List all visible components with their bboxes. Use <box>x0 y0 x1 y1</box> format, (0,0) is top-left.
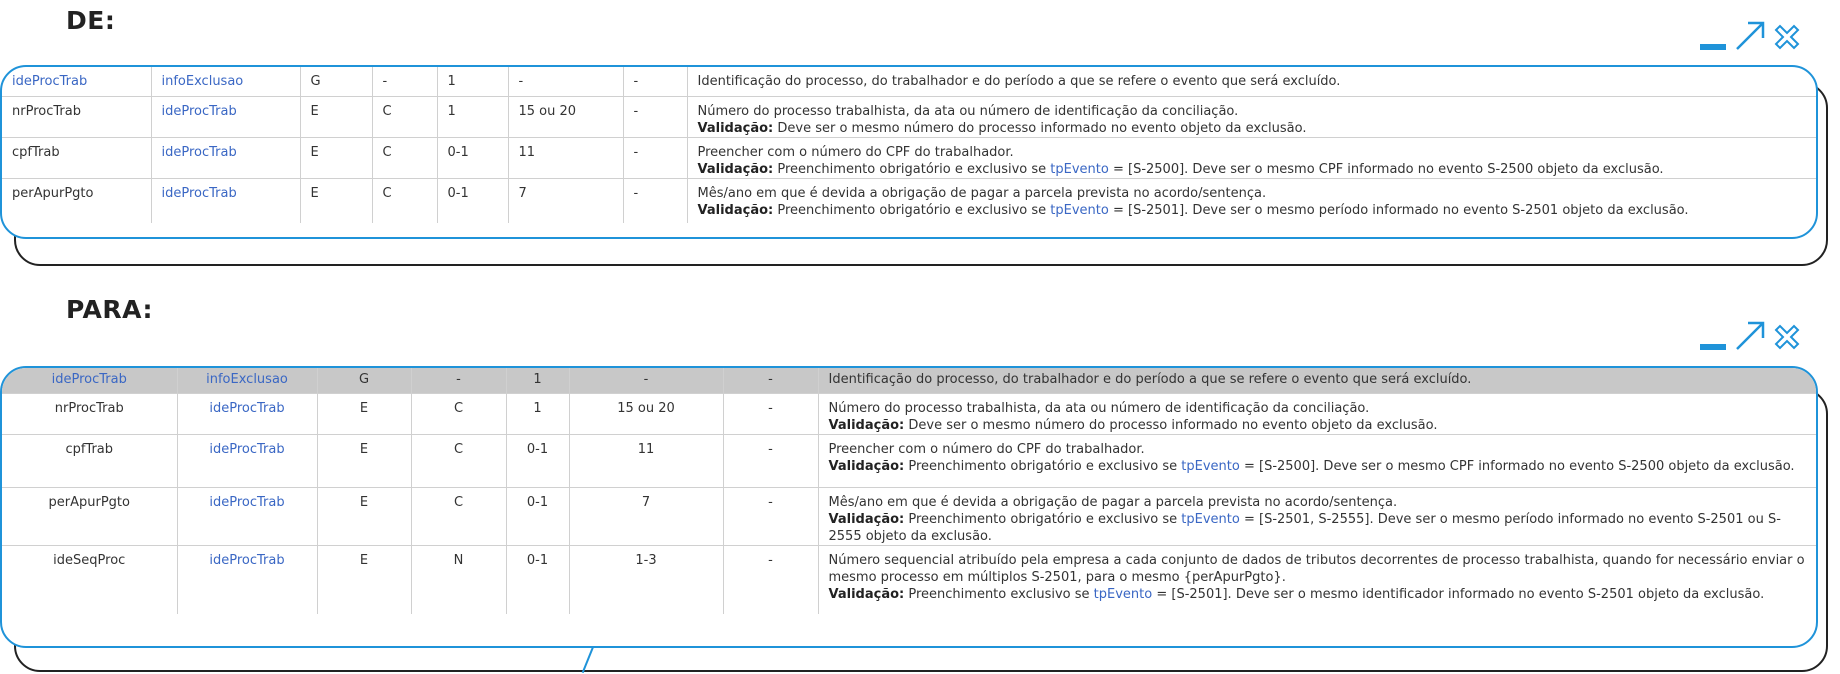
field-name: perApurPgto <box>2 488 177 546</box>
description-text: Preencher com o número do CPF do trabalhador. <box>697 145 1014 160</box>
data-type: - <box>411 368 506 394</box>
tpevento-link[interactable]: tpEvento <box>1050 203 1109 218</box>
decimals: - <box>623 179 687 224</box>
parent-field: ideProcTrab <box>151 179 300 224</box>
description-text: Mês/ano em que é devida a obrigação de pagar a parcela prevista no acordo/sentença. <box>697 186 1267 201</box>
size: 11 <box>569 435 723 488</box>
element-type: E <box>317 394 411 435</box>
description <box>818 394 1816 435</box>
field-name: cpfTrab <box>2 435 177 488</box>
minimize-icon[interactable] <box>1700 20 1728 56</box>
element-type: E <box>300 97 372 138</box>
description-text: Número sequencial atribuído pela empresa a cada conjunto de dados de tributos decorrentes de processo trabalhista, quando for necessário enviar o mesmo processo em múltiplos S-2501, para o mesmo {perApurPgto}. <box>828 553 1805 585</box>
validation-text: Deve ser o mesmo número do processo informado no evento objeto da exclusão. <box>908 418 1438 433</box>
close-icon[interactable] <box>1772 322 1802 356</box>
occurrence: 1 <box>506 368 569 394</box>
table-row <box>2 488 1816 546</box>
description <box>687 67 1816 97</box>
validation-text: Preenchimento obrigatório e exclusivo se <box>908 512 1178 527</box>
validation-text: Preenchimento exclusivo se <box>908 587 1090 602</box>
validation-label: Validação: <box>828 418 905 433</box>
decimals: - <box>623 67 687 97</box>
validation-text-rest: = [S-2501]. Deve ser o mesmo identificador informado no evento S-2501 objeto da exclusão. <box>1156 587 1765 602</box>
field-name: ideSeqProc <box>2 546 177 615</box>
occurrence: 0-1 <box>506 546 569 615</box>
description-text: Mês/ano em que é devida a obrigação de pagar a parcela prevista no acordo/sentença. <box>828 495 1398 510</box>
validation-text-rest: = [S-2501]. Deve ser o mesmo período informado no evento S-2501 objeto da exclusão. <box>1112 203 1689 218</box>
data-type: C <box>372 179 437 224</box>
table-row <box>2 67 1816 97</box>
parent-field: ideProcTrab <box>177 394 317 435</box>
validation-label: Validação: <box>828 512 905 527</box>
de-title: DE: <box>66 6 116 35</box>
decimals: - <box>723 368 818 394</box>
field-name: perApurPgto <box>2 179 151 224</box>
size: 15 ou 20 <box>508 97 623 138</box>
occurrence: 1 <box>506 394 569 435</box>
element-type: G <box>300 67 372 97</box>
tpevento-link[interactable]: tpEvento <box>1093 587 1153 602</box>
occurrence: 1 <box>437 67 508 97</box>
occurrence: 1 <box>437 97 508 138</box>
tpevento-link[interactable]: tpEvento <box>1181 459 1240 474</box>
description <box>687 179 1816 224</box>
data-type: N <box>411 546 506 615</box>
description <box>818 368 1816 394</box>
element-type: E <box>317 546 411 615</box>
size: 7 <box>508 179 623 224</box>
validation-label: Validação: <box>697 162 774 177</box>
description-text: Preencher com o número do CPF do trabalhador. <box>828 442 1145 457</box>
validation-label: Validação: <box>828 587 905 602</box>
description <box>687 97 1816 138</box>
de-table-frame <box>0 65 1818 239</box>
occurrence: 0-1 <box>506 435 569 488</box>
expand-arrow-icon[interactable] <box>1734 320 1766 356</box>
validation-label: Validação: <box>697 203 774 218</box>
description <box>687 138 1816 179</box>
data-type: C <box>411 435 506 488</box>
element-type: E <box>300 138 372 179</box>
element-type: G <box>317 368 411 394</box>
table-row <box>2 435 1816 488</box>
field-name: nrProcTrab <box>2 394 177 435</box>
data-type: C <box>372 138 437 179</box>
para-table <box>2 368 1816 614</box>
size: 1-3 <box>569 546 723 615</box>
parent-field: infoExclusao <box>151 67 300 97</box>
tpevento-link[interactable]: tpEvento <box>1050 162 1109 177</box>
validation-label: Validação: <box>828 459 905 474</box>
para-window-controls <box>1700 320 1802 356</box>
occurrence: 0-1 <box>437 138 508 179</box>
size: 15 ou 20 <box>569 394 723 435</box>
description <box>818 488 1816 546</box>
size: - <box>508 67 623 97</box>
validation-text: Preenchimento obrigatório e exclusivo se <box>908 459 1178 474</box>
validation-label: Validação: <box>697 121 774 136</box>
close-icon[interactable] <box>1772 22 1802 56</box>
decimals: - <box>723 546 818 615</box>
decimals: - <box>723 488 818 546</box>
table-row <box>2 138 1816 179</box>
element-type: E <box>300 179 372 224</box>
description-text: Número do processo trabalhista, da ata ou número de identificação da conciliação. <box>697 104 1239 119</box>
description-text: Identificação do processo, do trabalhador e do período a que se refere o evento que será excluído. <box>828 372 1472 387</box>
validation-text: Preenchimento obrigatório e exclusivo se <box>777 162 1047 177</box>
decimals: - <box>723 435 818 488</box>
data-type: C <box>411 394 506 435</box>
field-name: ideProcTrab <box>2 67 151 97</box>
validation-text-rest: = [S-2501, S-2555]. Deve ser o mesmo período informado no evento S-2501 ou S-2555 objeto da exclusão. <box>828 512 1781 544</box>
element-type: E <box>317 488 411 546</box>
decimals: - <box>623 97 687 138</box>
validation-text: Preenchimento obrigatório e exclusivo se <box>777 203 1047 218</box>
field-name: ideProcTrab <box>2 368 177 394</box>
table-row <box>2 394 1816 435</box>
size: - <box>569 368 723 394</box>
expand-arrow-icon[interactable] <box>1734 20 1766 56</box>
field-name: nrProcTrab <box>2 97 151 138</box>
validation-text-rest: = [S-2500]. Deve ser o mesmo CPF informado no evento S-2500 objeto da exclusão. <box>1243 459 1795 474</box>
decimals: - <box>723 394 818 435</box>
table-row <box>2 546 1816 615</box>
parent-field: ideProcTrab <box>177 488 317 546</box>
de-window-controls <box>1700 20 1802 56</box>
parent-field: ideProcTrab <box>177 546 317 615</box>
table-row <box>2 97 1816 138</box>
parent-field: infoExclusao <box>177 368 317 394</box>
para-title: PARA: <box>66 295 153 324</box>
table-row <box>2 179 1816 224</box>
data-type: C <box>372 97 437 138</box>
size: 11 <box>508 138 623 179</box>
field-name: cpfTrab <box>2 138 151 179</box>
validation-text-rest: = [S-2500]. Deve ser o mesmo CPF informado no evento S-2500 objeto da exclusão. <box>1112 162 1664 177</box>
de-table <box>2 67 1816 223</box>
occurrence: 0-1 <box>437 179 508 224</box>
table-row <box>2 368 1816 394</box>
validation-text: Deve ser o mesmo número do processo informado no evento objeto da exclusão. <box>777 121 1307 136</box>
tpevento-link[interactable]: tpEvento <box>1181 512 1240 527</box>
size: 7 <box>569 488 723 546</box>
minimize-icon[interactable] <box>1700 320 1728 356</box>
element-type: E <box>317 435 411 488</box>
data-type: C <box>411 488 506 546</box>
description-text: Número do processo trabalhista, da ata ou número de identificação da conciliação. <box>828 401 1370 416</box>
parent-field: ideProcTrab <box>177 435 317 488</box>
parent-field: ideProcTrab <box>151 97 300 138</box>
description <box>818 435 1816 488</box>
occurrence: 0-1 <box>506 488 569 546</box>
parent-field: ideProcTrab <box>151 138 300 179</box>
para-table-frame <box>0 366 1818 648</box>
description-text: Identificação do processo, do trabalhador e do período a que se refere o evento que será excluído. <box>697 74 1341 89</box>
data-type: - <box>372 67 437 97</box>
decimals: - <box>623 138 687 179</box>
description <box>818 546 1816 615</box>
